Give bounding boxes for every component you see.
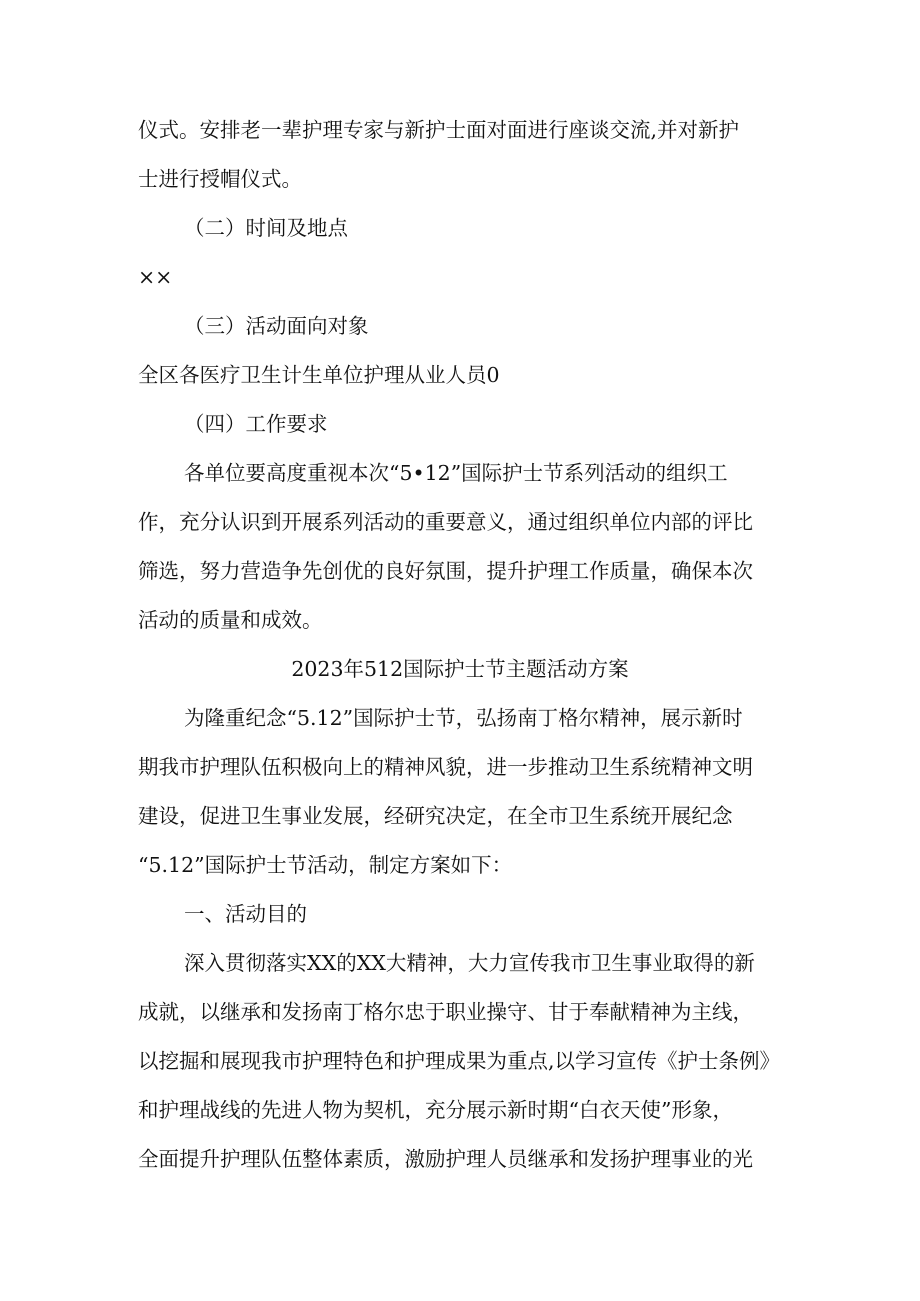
paragraph-line-8: 各单位要高度重视本次“5•12”国际护士节系列活动的组织工	[184, 461, 728, 485]
paragraph-line-11: 活动的质量和成效。	[138, 608, 323, 632]
paragraph-line-10: 筛选，努力营造争先创优的良好氛围，提升护理工作质量，确保本次	[138, 559, 753, 583]
paragraph-line-21: 和护理战线的先进人物为契机，充分展示新时期“白衣天使”形象，	[138, 1098, 733, 1122]
section-heading-target-audience: （三）活动面向对象	[184, 314, 369, 338]
paragraph-line-16: “5.12”国际护士节活动，制定方案如下：	[138, 853, 513, 877]
document-title: 2023年512国际护士节主题活动方案	[291, 657, 629, 681]
paragraph-line-22: 全面提升护理队伍整体素质，激励护理人员继承和发扬护理事业的光	[138, 1147, 753, 1171]
time-location-value: ××	[138, 265, 173, 289]
paragraph-line-20: 以挖掘和展现我市护理特色和护理成果为重点,以学习宣传《护士条例》	[138, 1049, 781, 1073]
paragraph-line-18: 深入贯彻落实XX的XX大精神，大力宣传我市卫生事业取得的新	[184, 951, 755, 975]
section-heading-activity-purpose: 一、活动目的	[184, 902, 307, 926]
paragraph-line-1: 仪式。安排老一辈护理专家与新护士面对面进行座谈交流,并对新护	[138, 118, 740, 142]
paragraph-line-2: 士进行授帽仪式。	[138, 167, 302, 191]
section-heading-time-location: （二）时间及地点	[184, 216, 348, 240]
paragraph-line-14: 期我市护理队伍积极向上的精神风貌，进一步推动卫生系统精神文明	[138, 755, 753, 779]
paragraph-line-15: 建设，促进卫生事业发展，经研究决定，在全市卫生系统开展纪念	[138, 804, 733, 828]
paragraph-line-13: 为隆重纪念“5.12”国际护士节，弘扬南丁格尔精神，展示新时	[184, 706, 743, 730]
section-heading-work-requirements: （四）工作要求	[184, 412, 328, 436]
target-audience-value: 全区各医疗卫生计生单位护理从业人员0	[138, 363, 500, 387]
paragraph-line-19: 成就，以继承和发扬南丁格尔忠于职业操守、甘于奉献精神为主线，	[138, 1000, 753, 1024]
paragraph-line-9: 作，充分认识到开展系列活动的重要意义，通过组织单位内部的评比	[138, 510, 753, 534]
